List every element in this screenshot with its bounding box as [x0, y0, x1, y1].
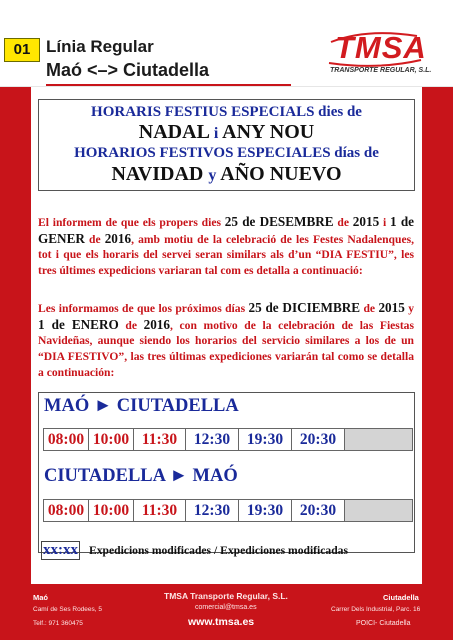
notice-es-text: Les informamos de que los próximos días	[38, 302, 249, 315]
footer-company-bold: TMSA	[164, 591, 188, 601]
times-row-ciutadella-mao	[43, 499, 413, 522]
notice-es-text: de	[360, 302, 379, 315]
notice-cat-date2: 1 de GENER	[38, 214, 414, 246]
logo-subtitle: TRANSPORTE REGULAR, S.L.	[330, 67, 432, 74]
time-cell: 20:30	[292, 500, 345, 521]
time-cell-modified: 08:00	[44, 429, 89, 450]
notice-cat-text: , amb motiu de la celebració de les Festes Nadalenques, tot i que els horaris del servei seran similars als d’un “DIA FESTIU”, les tres últimes expedicions variaran tal com es detalla a continuació:	[38, 232, 415, 278]
title-spanish-line1: HORARIOS FESTIVOS ESPECIALES días de	[74, 145, 379, 161]
legend-marker: xx:xx	[43, 542, 78, 558]
title-any-nou: ANY NOU	[222, 121, 315, 143]
schedule-box	[38, 392, 415, 553]
legend-text: Expedicions modificades / Expediciones modificadas	[89, 544, 348, 557]
route-number-badge: 01	[4, 38, 40, 62]
notice-cat-text: i	[379, 216, 391, 229]
notice-cat-date1: 25 de DESEMBRE	[224, 214, 334, 229]
notice-es-text: , con motivo de la celebración de las Fiestas Navideñas, aunque siendo los horarios del servicio similares a los de un “DIA FESTIVO”, las tres últimas expediciones variarán tal como se detalla a continuación:	[38, 318, 414, 379]
logo-text: TMSA	[335, 30, 427, 65]
footer-city-left: Maó	[33, 593, 48, 602]
notice-catalan	[38, 214, 414, 279]
title-navidad: NAVIDAD	[111, 163, 204, 185]
title-catalan-line2	[39, 121, 414, 144]
footer	[0, 587, 453, 640]
footer-address-right: Carrer Dels Industrial, Parc. 16	[331, 606, 421, 613]
tmsa-logo	[327, 30, 432, 80]
footer-phone: Telf.: 971 360475	[33, 620, 83, 627]
notice-es-date2: 1 de ENERO	[38, 316, 119, 332]
footer-poici: POICI- Ciutadella	[356, 620, 411, 627]
notice-cat-text: de	[84, 232, 105, 246]
time-cell-modified: 10:00	[89, 500, 134, 521]
title-nadal: NADAL	[138, 121, 209, 143]
notice-spanish	[38, 300, 414, 381]
empty-time-cell	[345, 500, 412, 521]
line-route: Maó <–> Ciutadella	[46, 60, 210, 80]
notice-es-year1: 2015	[378, 300, 405, 315]
time-cell: 19:30	[239, 429, 292, 450]
title-and-cat: i	[213, 125, 219, 142]
notice-es-text: de	[118, 318, 144, 332]
notice-es-text: y	[404, 302, 415, 315]
notice-es-date1: 25 de DICIEMBRE	[248, 300, 361, 315]
footer-email-link[interactable]: comercial@tmsa.es	[195, 604, 257, 611]
route-underline-divider	[46, 84, 291, 86]
title-box	[38, 99, 415, 191]
empty-time-cell	[345, 429, 412, 450]
footer-address-left: Camí de Ses Rodees, 5	[33, 606, 103, 613]
time-cell-modified: 11:30	[134, 500, 186, 521]
time-cell-modified: 08:00	[44, 500, 89, 521]
time-cell: 19:30	[239, 500, 292, 521]
title-catalan-line1: HORARIS FESTIUS ESPECIALS dies de	[91, 104, 362, 120]
notice-cat-text: El informem de que els propers dies	[38, 216, 225, 229]
notice-es-year2: 2016	[143, 316, 170, 332]
line-label: Línia Regular	[46, 37, 154, 56]
title-ano-nuevo: AÑO NUEVO	[220, 163, 342, 185]
footer-web-link[interactable]: www.tmsa.es	[188, 616, 255, 628]
time-cell-modified: 11:30	[134, 429, 186, 450]
title-spanish-line2	[39, 163, 414, 186]
content-panel	[31, 87, 422, 584]
footer-city-right: Ciutadella	[383, 593, 419, 602]
time-cell: 20:30	[292, 429, 345, 450]
footer-company	[164, 591, 288, 601]
direction-mao-ciutadella: MAÓ ► CIUTADELLA	[44, 396, 239, 416]
header	[0, 0, 453, 87]
footer-company-rest: Transporte Regular, S.L.	[187, 591, 288, 601]
direction-ciutadella-mao: CIUTADELLA ► MAÓ	[44, 466, 238, 486]
times-row-mao-ciutadella	[43, 428, 413, 451]
title-and-es: y	[208, 167, 217, 184]
time-cell-modified: 10:00	[89, 429, 134, 450]
notice-cat-text: de	[333, 216, 353, 229]
notice-cat-year2: 2016	[104, 230, 132, 246]
time-cell: 12:30	[186, 429, 239, 450]
time-cell: 12:30	[186, 500, 239, 521]
notice-cat-year1: 2015	[352, 214, 380, 229]
